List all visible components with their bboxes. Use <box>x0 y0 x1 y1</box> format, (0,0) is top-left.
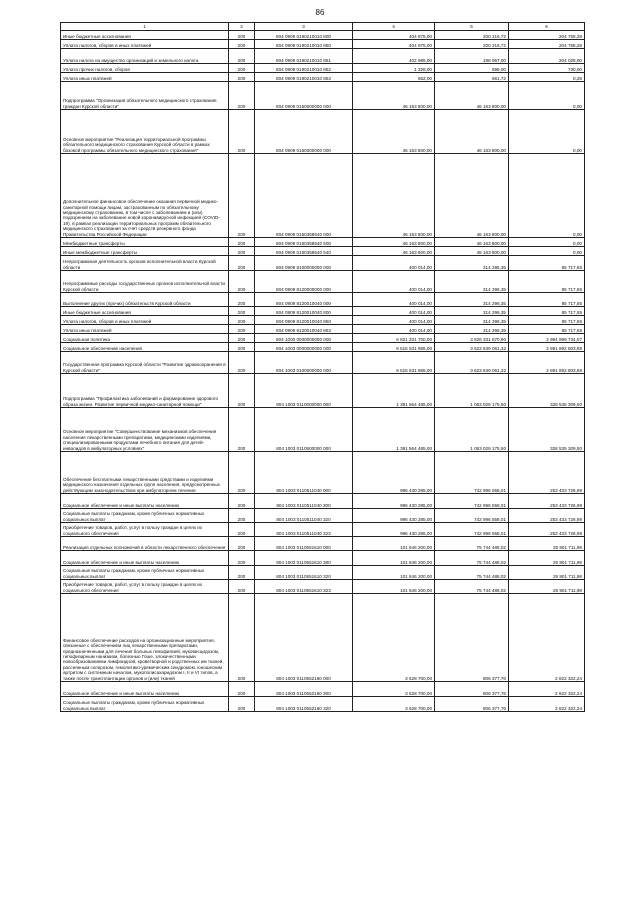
column-header: 5 <box>435 23 509 31</box>
row-approved-amount: 1 328,00 <box>353 64 435 73</box>
row-code: 200 <box>229 271 255 293</box>
row-unexecuted-amount: 730,00 <box>509 64 585 73</box>
table-row <box>61 307 585 316</box>
row-unexecuted-amount: 85 717,65 <box>509 307 585 316</box>
row-unexecuted-amount: 204 758,28 <box>509 40 585 49</box>
row-approved-amount: 46 163 800,00 <box>353 247 435 256</box>
row-approved-amount: 996 430 285,00 <box>353 494 435 509</box>
row-approved-amount: 400 014,00 <box>353 256 435 271</box>
row-executed-amount: 75 744 488,02 <box>435 537 509 551</box>
row-classification: 804 1003 0110552160 000 <box>255 594 353 682</box>
row-code: 200 <box>229 494 255 509</box>
row-code: 200 <box>229 352 255 374</box>
row-classification: 804 0909 8120000000 000 <box>255 271 353 293</box>
row-executed-amount: 3 623 639 061,32 <box>435 343 509 352</box>
row-approved-amount: 996 430 285,00 <box>353 523 435 537</box>
row-name: Уплата прочих налогов, сборов <box>61 64 229 73</box>
row-name: Иные бюджетные ассигнования <box>61 307 229 316</box>
row-name: Государственная программа Курской области "Развитие здравоохранения в Курской области" <box>61 352 229 374</box>
row-unexecuted-amount: 253 433 726,99 <box>509 452 585 494</box>
row-code: 200 <box>229 154 255 238</box>
row-code: 200 <box>229 682 255 697</box>
row-unexecuted-amount: 0,00 <box>509 82 585 110</box>
row-approved-amount: 404 975,00 <box>353 40 435 49</box>
row-executed-amount: 806 377,76 <box>435 682 509 697</box>
row-approved-amount: 46 163 800,00 <box>353 154 435 238</box>
row-code: 200 <box>229 40 255 49</box>
table-row <box>61 509 585 523</box>
table-row <box>61 154 585 238</box>
table-row <box>61 594 585 682</box>
row-unexecuted-amount: 2 891 892 803,68 <box>509 343 585 352</box>
row-unexecuted-amount: 2 822 322,24 <box>509 697 585 712</box>
row-approved-amount: 6 515 531 865,00 <box>353 352 435 374</box>
row-unexecuted-amount: 0,00 <box>509 238 585 247</box>
row-approved-amount: 402 985,00 <box>353 49 435 64</box>
row-code: 200 <box>229 594 255 682</box>
row-code: 200 <box>229 256 255 271</box>
row-executed-amount: 3 826 331 670,90 <box>435 334 509 343</box>
row-approved-amount: 3 628 700,00 <box>353 594 435 682</box>
row-classification: 804 1003 0110511040 000 <box>255 452 353 494</box>
row-approved-amount: 46 163 800,00 <box>353 82 435 110</box>
table-row <box>61 316 585 325</box>
row-classification: 804 0909 0190210010 800 <box>255 31 353 40</box>
row-approved-amount: 400 014,00 <box>353 316 435 325</box>
row-executed-amount: 46 163 800,00 <box>435 154 509 238</box>
row-approved-amount: 662,00 <box>353 73 435 82</box>
table-row <box>61 494 585 509</box>
row-code: 200 <box>229 509 255 523</box>
row-executed-amount: 200 216,72 <box>435 31 509 40</box>
row-executed-amount: 46 163 800,00 <box>435 110 509 154</box>
row-unexecuted-amount: 85 717,65 <box>509 293 585 307</box>
row-classification: 804 1003 0110000000 000 <box>255 374 353 408</box>
column-header: 2 <box>229 23 255 31</box>
row-name: Социальное обеспечение и иные выплаты населению <box>61 494 229 509</box>
row-classification: 804 1003 0110551610 000 <box>255 537 353 551</box>
row-name: Непрограммная деятельность органов исполнительной власти Курской области <box>61 256 229 271</box>
table-body <box>61 31 585 712</box>
row-classification: 804 0909 0190210010 851 <box>255 49 353 64</box>
row-name: Непрограммные расходы государственных органов исполнительной власти Курской области <box>61 271 229 293</box>
table-row <box>61 697 585 712</box>
table-row <box>61 408 585 452</box>
row-classification: 804 1003 0110500000 000 <box>255 408 353 452</box>
row-approved-amount: 400 014,00 <box>353 293 435 307</box>
row-name: Иные межбюджетные трансферты <box>61 247 229 256</box>
row-classification: 804 0909 0190210010 853 <box>255 73 353 82</box>
row-unexecuted-amount: 85 717,65 <box>509 256 585 271</box>
row-executed-amount: 314 296,35 <box>435 316 509 325</box>
table-row <box>61 352 585 374</box>
row-name: Финансовое обеспечение расходов на организационные мероприятия, связанные с обеспечением лиц лекарственными препаратами, предназначенными для лечения больных гемофилией, муковисцидозом, гипофизарным нанизмом, болезнью Гоше, злокачественными новообразованиями лимфоидной, кроветворной и родственных им тканей, рассеянным склерозом, гемолитико-уремическим синдромом, юношеским артритом с системным началом, мукополисахаридозом I, II и VI типов, а также после трансплантации органов и (или) тканей <box>61 594 229 682</box>
row-approved-amount: 996 430 285,00 <box>353 452 435 494</box>
row-classification: 804 1000 0000000000 000 <box>255 334 353 343</box>
row-name: Обеспечение бесплатными лекарственными средствами и изделиями медицинского назначения отдельных групп населения, предусмотренных действующим законодательством при амбулаторном лечении <box>61 452 229 494</box>
row-unexecuted-amount: 0,00 <box>509 247 585 256</box>
row-name: Дополнительное финансовое обеспечение оказания первичной медико-санитарной помощи лицам, застрахованным по обязательному медицинскому страхованию, в том числе с заболеванием и (или) подозрением на заболевание новой коронавирусной инфекцией (COVID-19), в рамках реализации территориальных программ обязательного медицинского страхования за счёт средств резервного фонда Правительства Российской Федерации <box>61 154 229 238</box>
row-executed-amount: 46 163 800,00 <box>435 247 509 256</box>
row-unexecuted-amount: 85 717,65 <box>509 271 585 293</box>
row-approved-amount: 101 646 200,00 <box>353 551 435 566</box>
row-executed-amount: 75 744 488,02 <box>435 580 509 594</box>
row-approved-amount: 996 430 285,00 <box>353 509 435 523</box>
table-row <box>61 682 585 697</box>
row-code: 200 <box>229 293 255 307</box>
row-unexecuted-amount: 25 901 711,98 <box>509 551 585 566</box>
row-code: 200 <box>229 452 255 494</box>
row-code: 200 <box>229 49 255 64</box>
table-row <box>61 247 585 256</box>
row-unexecuted-amount: 2 822 322,24 <box>509 682 585 697</box>
row-name: Иные бюджетные ассигнования <box>61 31 229 40</box>
row-executed-amount: 314 296,35 <box>435 256 509 271</box>
table-row <box>61 551 585 566</box>
row-classification: 804 0909 8100000000 000 <box>255 256 353 271</box>
row-executed-amount: 200 216,72 <box>435 40 509 49</box>
row-classification: 804 1003 0110511040 300 <box>255 494 353 509</box>
table-row <box>61 110 585 154</box>
row-unexecuted-amount: 0,28 <box>509 73 585 82</box>
row-unexecuted-amount: 253 433 726,99 <box>509 509 585 523</box>
row-name: Уплата налогов, сборов и иных платежей <box>61 316 229 325</box>
table-row <box>61 343 585 352</box>
row-approved-amount: 101 646 200,00 <box>353 537 435 551</box>
row-unexecuted-amount: 25 901 711,98 <box>509 566 585 580</box>
column-header: 4 <box>353 23 435 31</box>
row-name: Межбюджетные трансферты <box>61 238 229 247</box>
row-executed-amount: 661,72 <box>435 73 509 82</box>
table-row <box>61 256 585 271</box>
row-code: 200 <box>229 551 255 566</box>
row-executed-amount: 806 377,76 <box>435 697 509 712</box>
row-executed-amount: 806 377,76 <box>435 594 509 682</box>
row-code: 200 <box>229 523 255 537</box>
row-name: Социальная политика <box>61 334 229 343</box>
row-name: Уплата налога на имущество организаций и земельного налога <box>61 49 229 64</box>
row-approved-amount: 1 391 564 485,00 <box>353 374 435 408</box>
row-approved-amount: 3 628 700,00 <box>353 682 435 697</box>
row-classification: 804 1003 0100000000 000 <box>255 352 353 374</box>
row-name: Социальные выплаты гражданам, кроме публичных нормативных социальных выплат <box>61 566 229 580</box>
row-name: Приобретение товаров, работ, услуг в пользу граждан в целях их социального обеспечения <box>61 523 229 537</box>
row-unexecuted-amount: 25 901 711,98 <box>509 580 585 594</box>
row-name: Основное мероприятие "Совершенствование механизмов обеспечения населения лекарственными препаратами, медицинскими изделиями, специализированными продуктами лечебного питания для детей-инвалидов в амбулаторных условиях" <box>61 408 229 452</box>
table-row <box>61 82 585 110</box>
row-code: 200 <box>229 316 255 325</box>
row-unexecuted-amount: 204 758,28 <box>509 31 585 40</box>
row-unexecuted-amount: 2 891 892 803,68 <box>509 352 585 374</box>
row-executed-amount: 742 996 558,01 <box>435 523 509 537</box>
row-code: 200 <box>229 580 255 594</box>
table-row <box>61 40 585 49</box>
row-classification: 804 0909 0190210010 850 <box>255 40 353 49</box>
row-classification: 804 1003 0110551610 320 <box>255 566 353 580</box>
row-unexecuted-amount: 85 717,65 <box>509 316 585 325</box>
row-executed-amount: 3 623 639 061,32 <box>435 352 509 374</box>
row-code: 200 <box>229 334 255 343</box>
row-classification: 804 0909 0150300000 000 <box>255 110 353 154</box>
row-classification: 804 1003 0110552160 320 <box>255 697 353 712</box>
row-classification: 804 0909 8120010040 800 <box>255 307 353 316</box>
row-executed-amount: 75 744 488,02 <box>435 551 509 566</box>
table-row <box>61 238 585 247</box>
row-unexecuted-amount: 253 433 726,99 <box>509 494 585 509</box>
column-header: 6 <box>509 23 585 31</box>
row-approved-amount: 3 628 700,00 <box>353 697 435 712</box>
row-classification: 804 0909 0150358540 000 <box>255 154 353 238</box>
table-row <box>61 271 585 293</box>
row-name: Уплата иных платежей <box>61 73 229 82</box>
row-classification: 804 0909 8120010040 850 <box>255 316 353 325</box>
row-code: 200 <box>229 408 255 452</box>
row-approved-amount: 400 014,00 <box>353 307 435 316</box>
table-row <box>61 566 585 580</box>
table-row <box>61 293 585 307</box>
row-code: 200 <box>229 64 255 73</box>
page-number: 86 <box>315 8 325 17</box>
row-code: 200 <box>229 566 255 580</box>
row-name: Социальное обеспечение и иные выплаты населению <box>61 682 229 697</box>
table-row <box>61 334 585 343</box>
row-executed-amount: 742 996 558,01 <box>435 494 509 509</box>
row-name: Основное мероприятие "Реализация территориальной программы обязательного медицинского страхования Курской области в рамках базовой программы обязательного медицинского страхования" <box>61 110 229 154</box>
row-code: 200 <box>229 247 255 256</box>
table-row <box>61 73 585 82</box>
table-row <box>61 523 585 537</box>
row-executed-amount: 314 296,35 <box>435 307 509 316</box>
row-classification: 804 1003 0000000000 000 <box>255 343 353 352</box>
row-approved-amount: 46 163 800,00 <box>353 110 435 154</box>
table-row <box>61 31 585 40</box>
row-approved-amount: 101 646 200,00 <box>353 566 435 580</box>
row-code: 200 <box>229 537 255 551</box>
row-executed-amount: 314 296,35 <box>435 293 509 307</box>
row-classification: 804 0909 8120010040 853 <box>255 325 353 334</box>
row-executed-amount: 198 957,00 <box>435 49 509 64</box>
column-header: 1 <box>61 23 229 31</box>
row-unexecuted-amount: 2 994 999 734,07 <box>509 334 585 343</box>
row-code: 200 <box>229 110 255 154</box>
row-code: 200 <box>229 73 255 82</box>
row-classification: 804 1003 0110551610 300 <box>255 551 353 566</box>
row-approved-amount: 400 014,00 <box>353 325 435 334</box>
row-classification: 804 1003 0110552160 300 <box>255 682 353 697</box>
row-executed-amount: 1 063 029 175,50 <box>435 374 509 408</box>
table-header-row <box>61 23 585 31</box>
row-unexecuted-amount: 85 717,65 <box>509 325 585 334</box>
row-name: Приобретение товаров, работ, услуг в пользу граждан в целях их социального обеспечения <box>61 580 229 594</box>
row-executed-amount: 1 063 029 175,50 <box>435 408 509 452</box>
row-approved-amount: 400 014,00 <box>353 271 435 293</box>
row-unexecuted-amount: 0,00 <box>509 154 585 238</box>
row-approved-amount: 46 163 800,00 <box>353 238 435 247</box>
table-row <box>61 580 585 594</box>
row-code: 200 <box>229 697 255 712</box>
row-executed-amount: 46 163 800,00 <box>435 238 509 247</box>
row-code: 200 <box>229 82 255 110</box>
table-row <box>61 374 585 408</box>
row-name: Уплата иных платежей <box>61 325 229 334</box>
row-executed-amount: 75 744 488,02 <box>435 566 509 580</box>
row-classification: 804 1003 0110511040 323 <box>255 523 353 537</box>
row-classification: 804 0909 0190210010 852 <box>255 64 353 73</box>
row-executed-amount: 314 296,35 <box>435 271 509 293</box>
row-code: 200 <box>229 238 255 247</box>
table-row <box>61 325 585 334</box>
row-executed-amount: 742 996 558,01 <box>435 509 509 523</box>
row-code: 200 <box>229 325 255 334</box>
row-unexecuted-amount: 25 901 711,98 <box>509 537 585 551</box>
table-row <box>61 537 585 551</box>
row-name: Социальное обеспечение и иные выплаты населению <box>61 551 229 566</box>
row-code: 200 <box>229 374 255 408</box>
row-approved-amount: 1 391 564 485,00 <box>353 408 435 452</box>
row-executed-amount: 742 996 558,01 <box>435 452 509 494</box>
row-name: Подпрограмма "Организация обязательного медицинского страхования граждан Курской области" <box>61 82 229 110</box>
row-code: 200 <box>229 31 255 40</box>
row-unexecuted-amount: 0,00 <box>509 110 585 154</box>
row-classification: 804 0909 0150000000 000 <box>255 82 353 110</box>
row-executed-amount: 46 163 800,00 <box>435 82 509 110</box>
row-executed-amount: 314 296,35 <box>435 325 509 334</box>
row-unexecuted-amount: 253 433 726,99 <box>509 523 585 537</box>
row-classification: 804 0909 8120010040 000 <box>255 293 353 307</box>
row-approved-amount: 6 515 531 865,00 <box>353 343 435 352</box>
row-name: Социальное обеспечение населения <box>61 343 229 352</box>
row-unexecuted-amount: 328 535 309,50 <box>509 374 585 408</box>
row-classification: 804 0909 0150358540 540 <box>255 247 353 256</box>
table-row <box>61 64 585 73</box>
row-unexecuted-amount: 2 822 322,24 <box>509 594 585 682</box>
row-code: 200 <box>229 343 255 352</box>
row-approved-amount: 6 821 331 700,00 <box>353 334 435 343</box>
budget-table <box>60 22 585 712</box>
row-approved-amount: 404 975,00 <box>353 31 435 40</box>
column-header: 3 <box>255 23 353 31</box>
row-unexecuted-amount: 328 535 309,50 <box>509 408 585 452</box>
row-name: Социальные выплаты гражданам, кроме публичных нормативных социальных выплат <box>61 697 229 712</box>
row-name: Реализация отдельных полномочий в области лекарственного обеспечения <box>61 537 229 551</box>
row-code: 200 <box>229 307 255 316</box>
row-unexecuted-amount: 204 028,00 <box>509 49 585 64</box>
row-classification: 804 0909 0150358540 500 <box>255 238 353 247</box>
row-name: Социальные выплаты гражданам, кроме публичных нормативных социальных выплат <box>61 509 229 523</box>
table-row <box>61 49 585 64</box>
row-name: Выполнение других (прочих) обязательств Курской области <box>61 293 229 307</box>
row-executed-amount: 598,00 <box>435 64 509 73</box>
row-name: Подпрограмма "Профилактика заболеваний и формирование здорового образа жизни. Развитие первичной медико-санитарной помощи" <box>61 374 229 408</box>
row-classification: 804 1003 0110551610 323 <box>255 580 353 594</box>
row-classification: 804 1003 0110511040 320 <box>255 509 353 523</box>
row-approved-amount: 101 646 200,00 <box>353 580 435 594</box>
row-name: Уплата налогов, сборов и иных платежей <box>61 40 229 49</box>
table-row <box>61 452 585 494</box>
